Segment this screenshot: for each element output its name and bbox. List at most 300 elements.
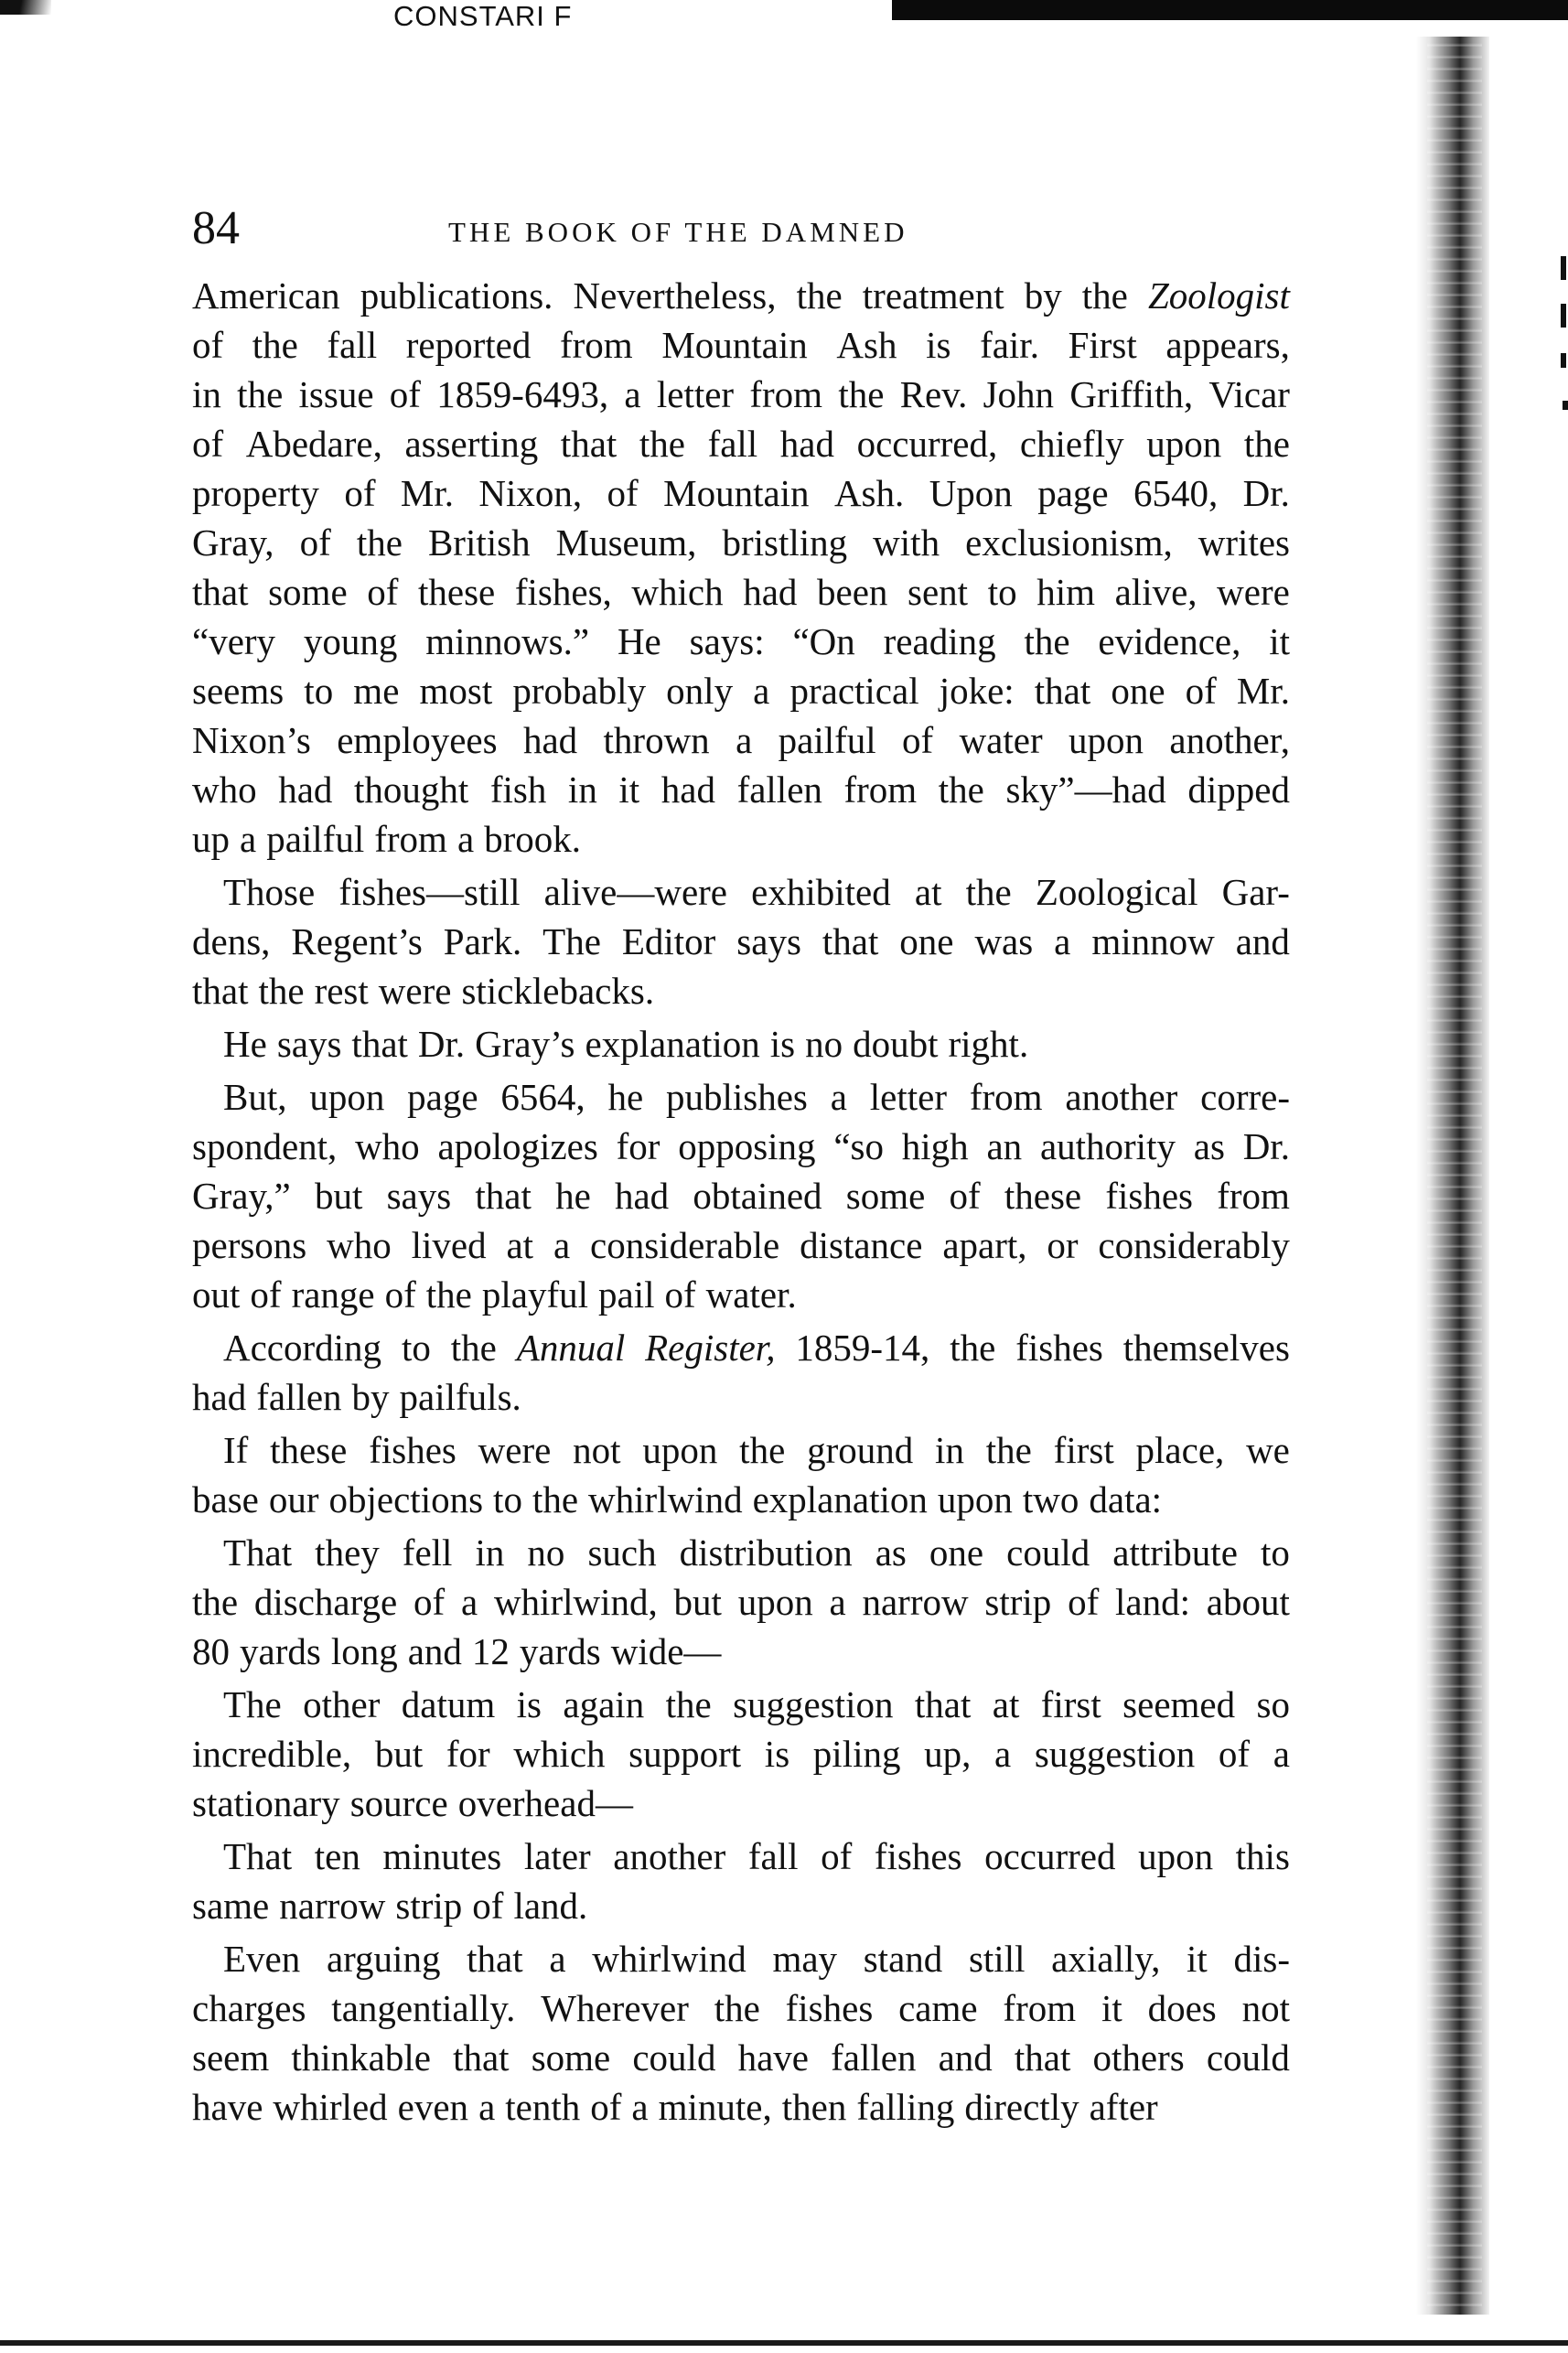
text-line bbox=[192, 567, 1290, 617]
word: spondent, bbox=[192, 1125, 338, 1167]
word: an bbox=[986, 1125, 1023, 1167]
word: authority bbox=[1039, 1125, 1176, 1167]
word: letter bbox=[656, 373, 735, 415]
word: probably bbox=[512, 670, 647, 712]
text-line bbox=[192, 1475, 1290, 1524]
word: from bbox=[1003, 1987, 1077, 2029]
word: exhibited bbox=[751, 871, 891, 913]
word: First bbox=[1068, 324, 1137, 366]
scan-top-edge bbox=[892, 0, 1568, 20]
word: same bbox=[192, 1885, 270, 1927]
word: 6564, bbox=[500, 1076, 585, 1118]
word: him bbox=[1036, 571, 1095, 613]
word: of bbox=[384, 1273, 416, 1316]
word: still bbox=[968, 1938, 1026, 1980]
word: strip bbox=[395, 1885, 463, 1927]
word: two bbox=[1022, 1478, 1079, 1520]
word: Dr. bbox=[417, 1023, 466, 1065]
word: considerably bbox=[1098, 1224, 1290, 1266]
word: upon bbox=[309, 1076, 385, 1118]
word: another, bbox=[1169, 719, 1290, 761]
word: our bbox=[268, 1478, 319, 1520]
text-line bbox=[192, 1627, 1290, 1676]
word: apologizes bbox=[437, 1125, 598, 1167]
word: these bbox=[270, 1429, 348, 1471]
word: a bbox=[753, 670, 770, 712]
word: of bbox=[902, 719, 934, 761]
paragraph bbox=[192, 1323, 1290, 1422]
word: fallen bbox=[831, 2036, 917, 2079]
word: Mountain bbox=[663, 472, 810, 514]
text-line bbox=[192, 518, 1290, 567]
word: seemed bbox=[1122, 1683, 1236, 1725]
word: fishes bbox=[874, 1835, 962, 1877]
word: of bbox=[389, 373, 421, 415]
word: Regent’s bbox=[291, 920, 423, 962]
word: apart, bbox=[942, 1224, 1027, 1266]
text-line bbox=[192, 1528, 1290, 1577]
word: then bbox=[781, 2086, 847, 2128]
word: it bbox=[618, 768, 640, 811]
word: does bbox=[1147, 1987, 1217, 2029]
word: persons bbox=[192, 1224, 307, 1266]
word: that bbox=[351, 1023, 408, 1065]
word: pailful bbox=[778, 719, 876, 761]
word: Park. bbox=[443, 920, 522, 962]
word: but bbox=[374, 1733, 424, 1775]
word: one bbox=[929, 1531, 984, 1574]
word: fish bbox=[489, 768, 547, 811]
word: Gray,” bbox=[192, 1175, 291, 1217]
word: a bbox=[736, 719, 753, 761]
word: another bbox=[1065, 1076, 1178, 1118]
word: Gray, bbox=[192, 521, 274, 564]
scan-bottom-edge bbox=[0, 2340, 1568, 2346]
word: water. bbox=[705, 1273, 797, 1316]
word: whirlwind bbox=[592, 1938, 746, 1980]
text-line bbox=[192, 1323, 1290, 1372]
word: joke: bbox=[939, 670, 1015, 712]
word: was bbox=[974, 920, 1034, 962]
word: Dr. bbox=[1242, 472, 1290, 514]
word: with bbox=[873, 521, 940, 564]
word: the bbox=[965, 871, 1012, 913]
word: that bbox=[453, 2036, 510, 2079]
word: says bbox=[386, 1175, 452, 1217]
text-line bbox=[192, 666, 1290, 715]
word: Griffith, bbox=[1069, 373, 1194, 415]
text-line bbox=[192, 1729, 1290, 1778]
word: after bbox=[1089, 2086, 1158, 2128]
word: even bbox=[397, 2086, 469, 2128]
word: in bbox=[192, 373, 221, 415]
word: opposing bbox=[678, 1125, 816, 1167]
word: upon bbox=[1069, 719, 1144, 761]
word: of bbox=[250, 1273, 282, 1316]
word: from bbox=[749, 373, 823, 415]
word: distance bbox=[800, 1224, 923, 1266]
word: fishes bbox=[1015, 1327, 1103, 1369]
word: a bbox=[456, 818, 475, 860]
word: letter bbox=[869, 1076, 947, 1118]
word: from bbox=[1217, 1175, 1290, 1217]
word: themselves bbox=[1122, 1327, 1290, 1369]
word: to bbox=[987, 571, 1017, 613]
text-line bbox=[192, 1983, 1290, 2033]
word: asserting bbox=[404, 423, 539, 465]
word: the bbox=[258, 970, 305, 1012]
paragraph bbox=[192, 1832, 1290, 1930]
word: chiefly bbox=[1019, 423, 1124, 465]
edge-mark bbox=[1561, 256, 1566, 280]
word: Upon bbox=[929, 472, 1013, 514]
word: of bbox=[664, 1273, 696, 1316]
word: could bbox=[632, 2036, 716, 2079]
text-line bbox=[192, 2033, 1290, 2082]
word: the bbox=[1243, 423, 1290, 465]
word: the bbox=[252, 324, 298, 366]
word: suggestion bbox=[733, 1683, 894, 1725]
word: at bbox=[914, 871, 942, 913]
word: that bbox=[192, 970, 249, 1012]
word: land: bbox=[1115, 1581, 1190, 1623]
word: directly bbox=[964, 2086, 1079, 2128]
text-line bbox=[192, 1425, 1290, 1475]
word: water bbox=[959, 719, 1043, 761]
word: seem bbox=[192, 2036, 270, 2079]
word: land. bbox=[513, 1885, 588, 1927]
word: were bbox=[478, 1429, 552, 1471]
word: were bbox=[1217, 571, 1290, 613]
word: about bbox=[1206, 1581, 1290, 1623]
text-line bbox=[192, 271, 1290, 320]
word: had bbox=[660, 768, 715, 811]
word: rest bbox=[314, 970, 369, 1012]
word: Nevertheless, bbox=[573, 274, 777, 317]
word: long bbox=[330, 1630, 398, 1672]
word: reading bbox=[883, 620, 996, 662]
word: Abedare, bbox=[245, 423, 382, 465]
word: the bbox=[938, 768, 984, 811]
word: not bbox=[1241, 1987, 1290, 2029]
word: first bbox=[1040, 1683, 1101, 1725]
word: Zoologist bbox=[1147, 274, 1290, 317]
word: a bbox=[549, 1938, 566, 1980]
word: whirlwind bbox=[588, 1478, 743, 1520]
word: tangentially. bbox=[331, 1987, 516, 2029]
word: says: bbox=[689, 620, 765, 662]
word: to bbox=[401, 1327, 431, 1369]
text-line bbox=[192, 1680, 1290, 1729]
word: a bbox=[460, 1581, 478, 1623]
word: But, bbox=[223, 1076, 287, 1118]
word: not bbox=[573, 1429, 621, 1471]
word: is bbox=[516, 1683, 542, 1725]
word: arguing bbox=[326, 1938, 441, 1980]
word: such bbox=[587, 1531, 657, 1574]
word: a bbox=[1054, 920, 1071, 962]
word: so bbox=[1256, 1683, 1290, 1725]
text-line bbox=[192, 419, 1290, 468]
text-line bbox=[192, 320, 1290, 370]
page-number: 84 bbox=[192, 202, 240, 254]
word: to bbox=[1260, 1531, 1290, 1574]
word: Editor bbox=[621, 920, 716, 962]
word: obtained bbox=[693, 1175, 822, 1217]
word: had bbox=[522, 719, 578, 761]
word: of bbox=[821, 1835, 853, 1877]
word: publishes bbox=[666, 1076, 808, 1118]
word: explanation bbox=[585, 1023, 760, 1065]
text-line bbox=[192, 867, 1290, 917]
text-line bbox=[192, 1778, 1290, 1828]
word: British bbox=[427, 521, 531, 564]
word: stationary bbox=[192, 1782, 340, 1824]
word: strip bbox=[984, 1581, 1052, 1623]
word: fallen bbox=[736, 768, 822, 811]
word: came bbox=[898, 1987, 978, 2029]
word: fallen bbox=[256, 1376, 342, 1418]
text-line bbox=[192, 1220, 1290, 1270]
word: occurred, bbox=[856, 423, 998, 465]
word: Wherever bbox=[541, 1987, 689, 2029]
word: range bbox=[291, 1273, 375, 1316]
word: reported bbox=[405, 324, 532, 366]
word: seems bbox=[192, 670, 285, 712]
word: upon bbox=[937, 1478, 1013, 1520]
word: of bbox=[949, 1175, 981, 1217]
word: a bbox=[994, 1733, 1012, 1775]
word: upon bbox=[1146, 423, 1222, 465]
word: as bbox=[1193, 1125, 1225, 1167]
word: data: bbox=[1089, 1478, 1163, 1520]
word: appears, bbox=[1165, 324, 1290, 366]
word: of bbox=[344, 472, 376, 514]
word: it bbox=[1101, 1987, 1122, 2029]
word: ten bbox=[314, 1835, 360, 1877]
word: of bbox=[607, 472, 639, 514]
text-line bbox=[192, 966, 1290, 1015]
word: says bbox=[736, 920, 801, 962]
word: the bbox=[237, 373, 284, 415]
paragraph bbox=[192, 1528, 1290, 1676]
word: Gray’s bbox=[475, 1023, 575, 1065]
word: “very bbox=[192, 620, 276, 662]
word: sent bbox=[908, 571, 969, 613]
word: the bbox=[985, 1429, 1032, 1471]
word: in bbox=[475, 1531, 505, 1574]
word: narrow bbox=[862, 1581, 969, 1623]
word: that bbox=[192, 571, 249, 613]
word: some bbox=[531, 2036, 611, 2079]
paragraph bbox=[192, 867, 1290, 1015]
text-line bbox=[192, 917, 1290, 966]
paragraph bbox=[192, 1072, 1290, 1319]
word: fishes bbox=[785, 1987, 874, 2029]
word: Mr. bbox=[1236, 670, 1290, 712]
word: That bbox=[223, 1835, 293, 1877]
word: sticklebacks. bbox=[461, 970, 655, 1012]
word: one bbox=[899, 920, 954, 962]
word: another bbox=[613, 1835, 726, 1877]
edge-mark bbox=[1561, 304, 1566, 328]
word: been bbox=[817, 571, 888, 613]
word: discharge bbox=[253, 1581, 398, 1623]
word: narrow bbox=[279, 1885, 386, 1927]
word: the bbox=[425, 1273, 472, 1316]
word: pail bbox=[598, 1273, 655, 1316]
word: who bbox=[355, 1125, 420, 1167]
word: treatment bbox=[862, 274, 1004, 317]
word: Dr. bbox=[1242, 1125, 1290, 1167]
word: whirlwind, bbox=[493, 1581, 658, 1623]
word: we bbox=[1246, 1429, 1290, 1471]
word: and bbox=[407, 1630, 462, 1672]
word: or bbox=[1047, 1224, 1079, 1266]
word: fall bbox=[747, 1835, 799, 1877]
word: place, bbox=[1135, 1429, 1225, 1471]
word: fishes, bbox=[514, 571, 612, 613]
text-line bbox=[192, 1122, 1290, 1171]
word: 12 bbox=[471, 1630, 510, 1672]
word: which bbox=[631, 571, 724, 613]
word: the bbox=[796, 274, 843, 317]
word: fishes bbox=[369, 1429, 456, 1471]
word: issue bbox=[298, 373, 374, 415]
word: Mountain bbox=[661, 324, 808, 366]
word: he bbox=[607, 1076, 644, 1118]
word: charges bbox=[192, 1987, 306, 2029]
body-text bbox=[192, 271, 1290, 2132]
word: of bbox=[1218, 1733, 1251, 1775]
word: source bbox=[349, 1782, 448, 1824]
word: yards bbox=[240, 1630, 321, 1672]
word: as bbox=[875, 1531, 907, 1574]
word: He bbox=[223, 1023, 267, 1065]
paragraph bbox=[192, 1425, 1290, 1524]
word: thinkable bbox=[291, 2036, 431, 2079]
word: of bbox=[590, 2086, 622, 2128]
word: The bbox=[542, 920, 601, 962]
word: Vicar bbox=[1208, 373, 1290, 415]
word: pailful bbox=[266, 818, 365, 860]
text-line bbox=[192, 468, 1290, 518]
word: the bbox=[714, 1987, 760, 2029]
word: who bbox=[192, 768, 257, 811]
word: says bbox=[276, 1023, 342, 1065]
word: considerable bbox=[590, 1224, 780, 1266]
word: the bbox=[838, 373, 885, 415]
word: most bbox=[419, 670, 493, 712]
word: of bbox=[413, 1581, 446, 1623]
word: right. bbox=[948, 1023, 1029, 1065]
word: but bbox=[314, 1175, 363, 1217]
word: have bbox=[737, 2036, 809, 2079]
word: Rev. bbox=[899, 373, 968, 415]
word: of bbox=[472, 1885, 504, 1927]
word: fall bbox=[707, 423, 758, 465]
word: may bbox=[772, 1938, 838, 1980]
word: writes bbox=[1197, 521, 1290, 564]
word: Register, bbox=[645, 1327, 776, 1369]
word: Even bbox=[223, 1938, 301, 1980]
word: upon bbox=[1138, 1835, 1214, 1877]
text-line bbox=[192, 715, 1290, 765]
word: that bbox=[560, 423, 618, 465]
word: by bbox=[1024, 274, 1062, 317]
word: others bbox=[1092, 2036, 1185, 2079]
word: could bbox=[1206, 2036, 1290, 2079]
word: up bbox=[192, 818, 230, 860]
word: but bbox=[673, 1581, 722, 1623]
word: for bbox=[446, 1733, 490, 1775]
word: they bbox=[315, 1531, 380, 1574]
word: a bbox=[829, 1581, 846, 1623]
word: no bbox=[805, 1023, 843, 1065]
word: thrown bbox=[603, 719, 710, 761]
word: Ash. bbox=[833, 472, 905, 514]
word: in bbox=[935, 1429, 964, 1471]
word: suggestion bbox=[1034, 1733, 1196, 1775]
word: a bbox=[1273, 1733, 1290, 1775]
word: fall bbox=[327, 324, 378, 366]
running-head: THE BOOK OF THE DAMNED bbox=[448, 216, 908, 248]
word: property bbox=[192, 472, 319, 514]
word: have bbox=[192, 2086, 263, 2128]
text-line bbox=[192, 1934, 1290, 1983]
text-line bbox=[192, 1577, 1290, 1627]
text-line bbox=[192, 1881, 1290, 1930]
word: incredible, bbox=[192, 1733, 352, 1775]
text-line bbox=[192, 814, 1290, 864]
word: page bbox=[1037, 472, 1109, 514]
text-line bbox=[192, 1372, 1290, 1422]
word: Those bbox=[223, 871, 316, 913]
word: of bbox=[192, 423, 224, 465]
word: The bbox=[223, 1683, 282, 1725]
word: Mr. bbox=[400, 472, 454, 514]
word: If bbox=[223, 1429, 249, 1471]
word: had bbox=[743, 571, 798, 613]
word: the bbox=[1081, 274, 1128, 317]
word: had bbox=[779, 423, 834, 465]
word: yards bbox=[519, 1630, 601, 1672]
word: Annual bbox=[516, 1327, 626, 1369]
word: of bbox=[1185, 670, 1217, 712]
word: practical bbox=[789, 670, 919, 712]
scan-corner-mark bbox=[0, 0, 51, 15]
word: this bbox=[1235, 1835, 1290, 1877]
word: publications. bbox=[360, 274, 553, 317]
word: at bbox=[992, 1683, 1020, 1725]
word: axially, bbox=[1051, 1938, 1161, 1980]
word: He bbox=[617, 620, 661, 662]
word: some bbox=[845, 1175, 926, 1217]
text-line bbox=[192, 2082, 1290, 2132]
word: Museum, bbox=[555, 521, 697, 564]
word: of bbox=[367, 571, 399, 613]
word: of bbox=[192, 324, 224, 366]
word: dipped bbox=[1187, 768, 1290, 811]
word: fishes—still bbox=[338, 871, 521, 913]
text-line bbox=[192, 1072, 1290, 1122]
word: playful bbox=[481, 1273, 589, 1316]
word: Gar- bbox=[1221, 871, 1290, 913]
word: that bbox=[1034, 670, 1091, 712]
word: tenth bbox=[505, 2086, 581, 2128]
word: who bbox=[327, 1224, 392, 1266]
word: support bbox=[628, 1733, 742, 1775]
